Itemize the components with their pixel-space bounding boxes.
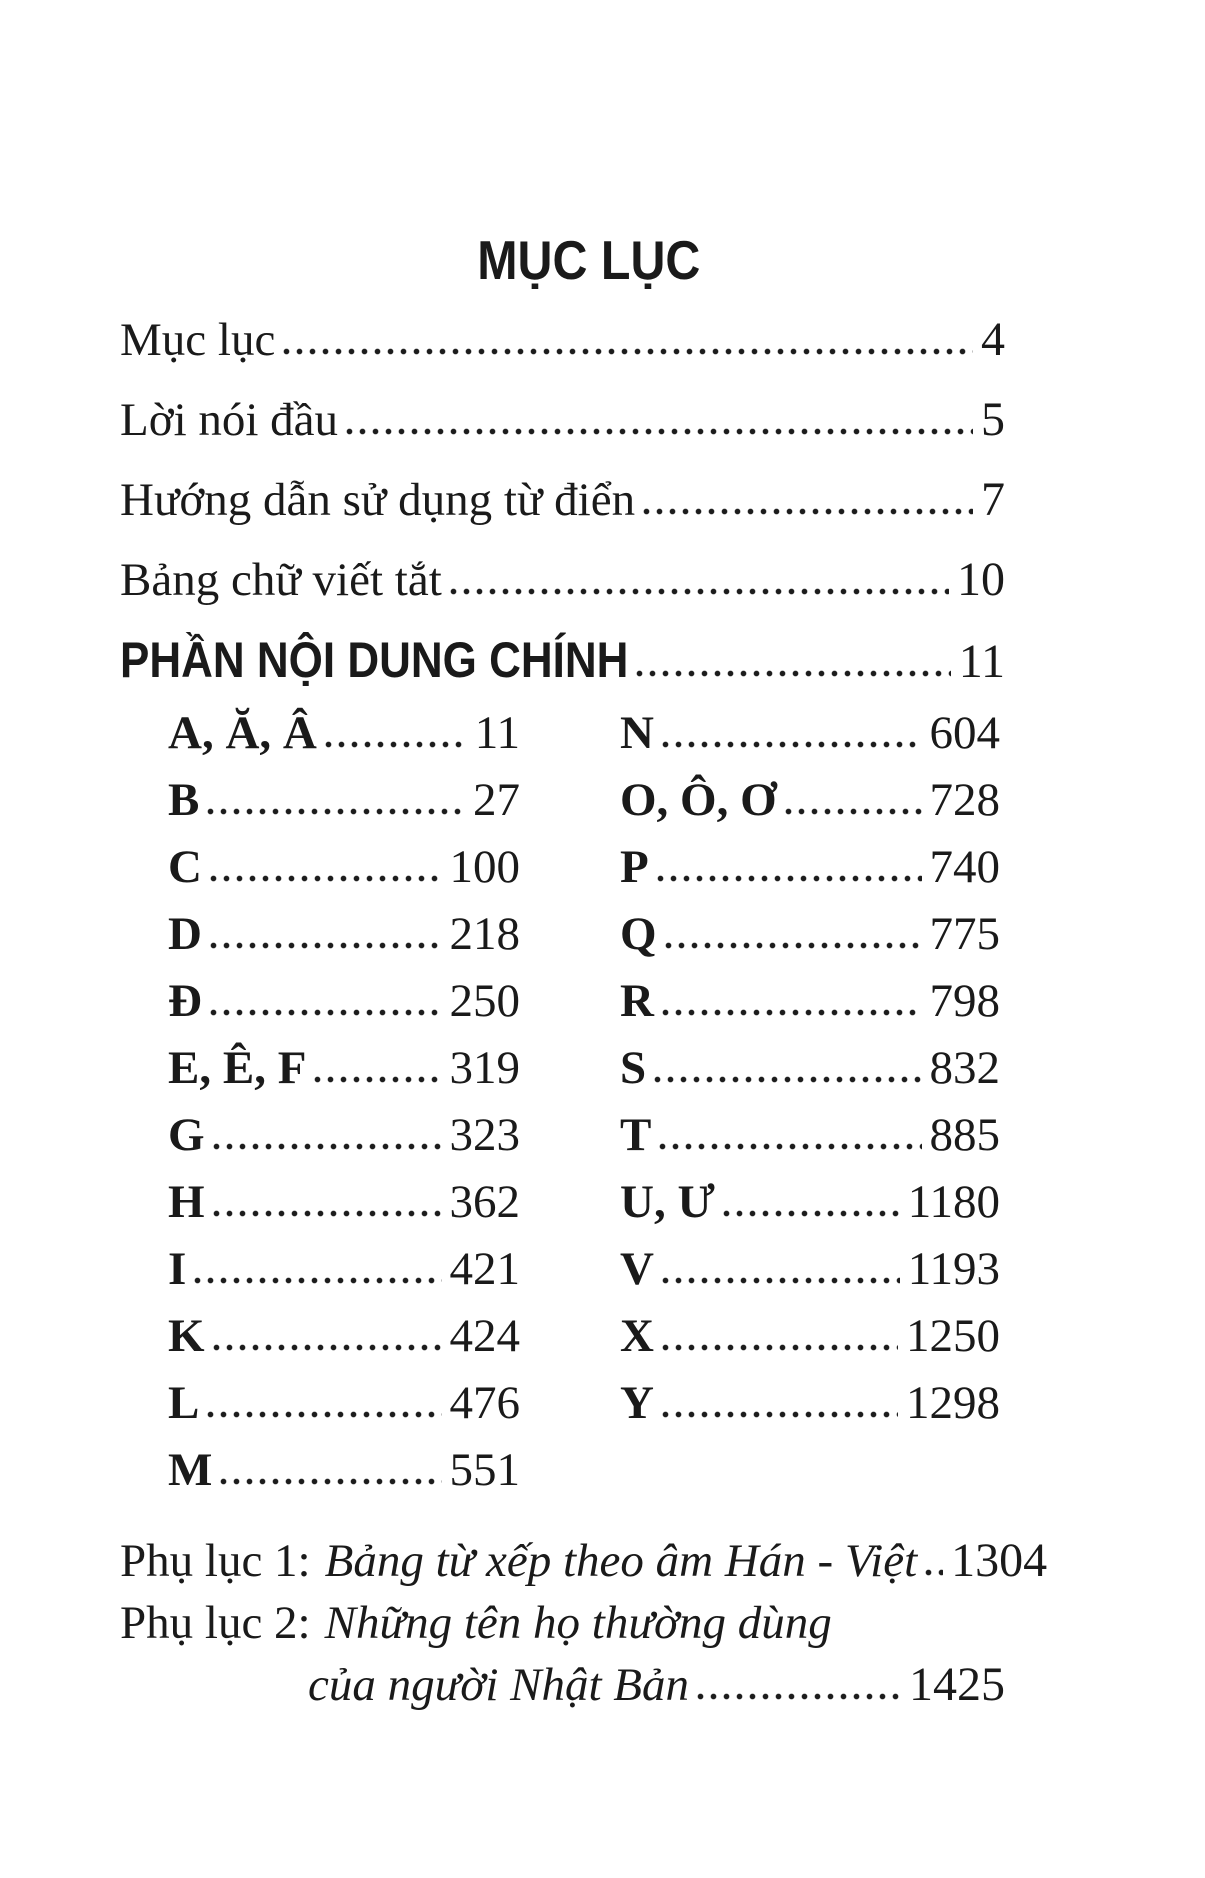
letter-page: 798 bbox=[929, 975, 1000, 1027]
toc-entry-label: Bảng chữ viết tắt bbox=[120, 554, 442, 606]
letter-label: M bbox=[168, 1444, 213, 1496]
letter-entry bbox=[620, 767, 1000, 834]
letter-entry bbox=[168, 1169, 520, 1236]
dotted-leader bbox=[325, 741, 467, 748]
dotted-leader bbox=[785, 808, 922, 815]
letter-label: I bbox=[168, 1243, 187, 1295]
dotted-leader bbox=[643, 508, 973, 515]
letter-page: 551 bbox=[449, 1444, 520, 1496]
letter-label: P bbox=[620, 841, 649, 893]
letter-entry bbox=[168, 1236, 520, 1303]
letter-entry bbox=[620, 1370, 1000, 1437]
letter-label: A, Ă, Â bbox=[168, 707, 317, 759]
letter-page: 476 bbox=[449, 1377, 520, 1429]
letter-page: 218 bbox=[449, 908, 520, 960]
letter-label: V bbox=[620, 1243, 654, 1295]
dotted-leader bbox=[283, 348, 973, 355]
letter-label: Y bbox=[620, 1377, 654, 1429]
toc-entry-page: 7 bbox=[981, 473, 1005, 526]
page-title: MỤC LỤC bbox=[476, 229, 701, 291]
toc-entry bbox=[120, 380, 1005, 460]
letter-page: 1250 bbox=[906, 1310, 1000, 1362]
letter-label: H bbox=[168, 1176, 205, 1228]
dotted-leader bbox=[194, 1277, 441, 1284]
toc-entry-page: 5 bbox=[981, 393, 1005, 446]
letter-entry bbox=[168, 1303, 520, 1370]
letter-entry bbox=[620, 700, 1000, 767]
appendix-page: 1425 bbox=[909, 1658, 1005, 1711]
letter-page: 728 bbox=[929, 774, 1000, 826]
letter-entry bbox=[168, 1370, 520, 1437]
appendix-list bbox=[120, 1530, 1048, 1716]
letter-label: E, Ê, F bbox=[168, 1042, 307, 1094]
toc-content bbox=[120, 228, 1048, 1716]
letter-label: O, Ô, Ơ bbox=[620, 774, 777, 826]
dotted-leader bbox=[662, 1344, 898, 1351]
letter-page: 1193 bbox=[907, 1243, 1000, 1295]
appendix-title-continuation: của người Nhật Bản bbox=[308, 1659, 690, 1711]
dotted-leader bbox=[662, 1009, 922, 1016]
letter-label: S bbox=[620, 1042, 647, 1094]
letter-label: K bbox=[168, 1310, 205, 1362]
letter-entry bbox=[620, 1303, 1000, 1370]
letter-label: U, Ư bbox=[620, 1176, 715, 1228]
letter-entry bbox=[620, 1169, 1000, 1236]
letter-label: N bbox=[620, 707, 654, 759]
letter-entry bbox=[168, 968, 520, 1035]
letter-page: 424 bbox=[449, 1310, 520, 1362]
letter-page: 1298 bbox=[906, 1377, 1000, 1429]
toc-entry bbox=[120, 540, 1005, 620]
dotted-leader bbox=[925, 1569, 943, 1576]
letter-entry bbox=[620, 1236, 1000, 1303]
letter-page: 885 bbox=[929, 1109, 1000, 1161]
letter-page: 421 bbox=[449, 1243, 520, 1295]
dotted-leader bbox=[207, 808, 465, 815]
main-section-page: 11 bbox=[958, 635, 1005, 688]
dotted-leader bbox=[723, 1210, 900, 1217]
letter-label: Đ bbox=[168, 975, 202, 1027]
appendix-entry-1 bbox=[120, 1530, 1048, 1592]
letter-label: T bbox=[620, 1109, 652, 1161]
dotted-leader bbox=[662, 1277, 900, 1284]
dotted-leader bbox=[654, 1076, 921, 1083]
letter-page: 100 bbox=[449, 841, 520, 893]
toc-entry-label: Hướng dẫn sử dụng từ điển bbox=[120, 474, 636, 526]
toc-entry-page: 10 bbox=[957, 553, 1005, 606]
letter-entry bbox=[168, 767, 520, 834]
letter-label: L bbox=[168, 1377, 200, 1429]
letter-label: D bbox=[168, 908, 202, 960]
letter-page: 11 bbox=[474, 707, 520, 759]
dotted-leader bbox=[213, 1344, 442, 1351]
letter-page: 775 bbox=[929, 908, 1000, 960]
letter-page: 1180 bbox=[907, 1176, 1000, 1228]
appendix-title: Những tên họ thường dùng bbox=[324, 1597, 832, 1649]
appendix-title: Bảng từ xếp theo âm Hán - Việt bbox=[324, 1535, 918, 1587]
letter-index-right-column bbox=[620, 700, 1000, 1504]
letter-label: X bbox=[620, 1310, 654, 1362]
letter-label: Q bbox=[620, 908, 657, 960]
dotted-leader bbox=[220, 1478, 441, 1485]
letter-label: R bbox=[620, 975, 654, 1027]
letter-entry bbox=[620, 1102, 1000, 1169]
letter-entry bbox=[620, 901, 1000, 968]
letter-page: 323 bbox=[449, 1109, 520, 1161]
letter-page: 832 bbox=[929, 1042, 1000, 1094]
toc-entry-label: Mục lục bbox=[120, 314, 276, 366]
dotted-leader bbox=[210, 875, 442, 882]
dotted-leader bbox=[636, 670, 950, 677]
letter-page: 604 bbox=[929, 707, 1000, 759]
toc-entry bbox=[120, 460, 1005, 540]
appendix-page: 1304 bbox=[951, 1534, 1048, 1587]
appendix-prefix: Phụ lục 1: bbox=[120, 1535, 311, 1587]
letter-entry bbox=[620, 834, 1000, 901]
dotted-leader bbox=[665, 942, 922, 949]
dotted-leader bbox=[662, 1411, 898, 1418]
letter-label: G bbox=[168, 1109, 205, 1161]
front-matter-list bbox=[120, 300, 1005, 700]
main-section-label: PHẦN NỘI DUNG CHÍNH bbox=[120, 632, 629, 688]
dotted-leader bbox=[207, 1411, 441, 1418]
letter-page: 362 bbox=[449, 1176, 520, 1228]
letter-label: C bbox=[168, 841, 202, 893]
letter-entry bbox=[168, 1102, 520, 1169]
letter-page: 740 bbox=[929, 841, 1000, 893]
letter-entry bbox=[168, 901, 520, 968]
letter-page: 319 bbox=[449, 1042, 520, 1094]
dotted-leader bbox=[210, 1009, 442, 1016]
letter-page: 27 bbox=[473, 774, 520, 826]
appendix-prefix: Phụ lục 2: bbox=[120, 1597, 311, 1649]
toc-entry-page: 4 bbox=[981, 313, 1005, 366]
letter-index-left-column bbox=[168, 700, 520, 1504]
letter-entry bbox=[168, 834, 520, 901]
toc-entry bbox=[120, 300, 1005, 380]
toc-entry-label: Lời nói đầu bbox=[120, 394, 339, 446]
page-title-line bbox=[120, 228, 1005, 292]
letter-label: B bbox=[168, 774, 200, 826]
letter-entry bbox=[168, 1437, 520, 1504]
letter-entry bbox=[168, 1035, 520, 1102]
letter-entry bbox=[168, 700, 520, 767]
dotted-leader bbox=[213, 1143, 442, 1150]
dotted-leader bbox=[697, 1693, 901, 1700]
dotted-leader bbox=[210, 942, 442, 949]
letter-entry bbox=[620, 1035, 1000, 1102]
toc-entry-main-section bbox=[120, 620, 1005, 700]
letter-index bbox=[168, 700, 1005, 1504]
appendix-entry-2-line2 bbox=[120, 1654, 1005, 1716]
letter-page: 250 bbox=[449, 975, 520, 1027]
dotted-leader bbox=[346, 428, 973, 435]
dotted-leader bbox=[213, 1210, 442, 1217]
letter-entry bbox=[620, 968, 1000, 1035]
dotted-leader bbox=[657, 875, 922, 882]
appendix-entry-2-line1 bbox=[120, 1592, 1005, 1654]
dotted-leader bbox=[659, 1143, 921, 1150]
dotted-leader bbox=[450, 588, 949, 595]
dotted-leader bbox=[662, 741, 922, 748]
dotted-leader bbox=[314, 1076, 441, 1083]
